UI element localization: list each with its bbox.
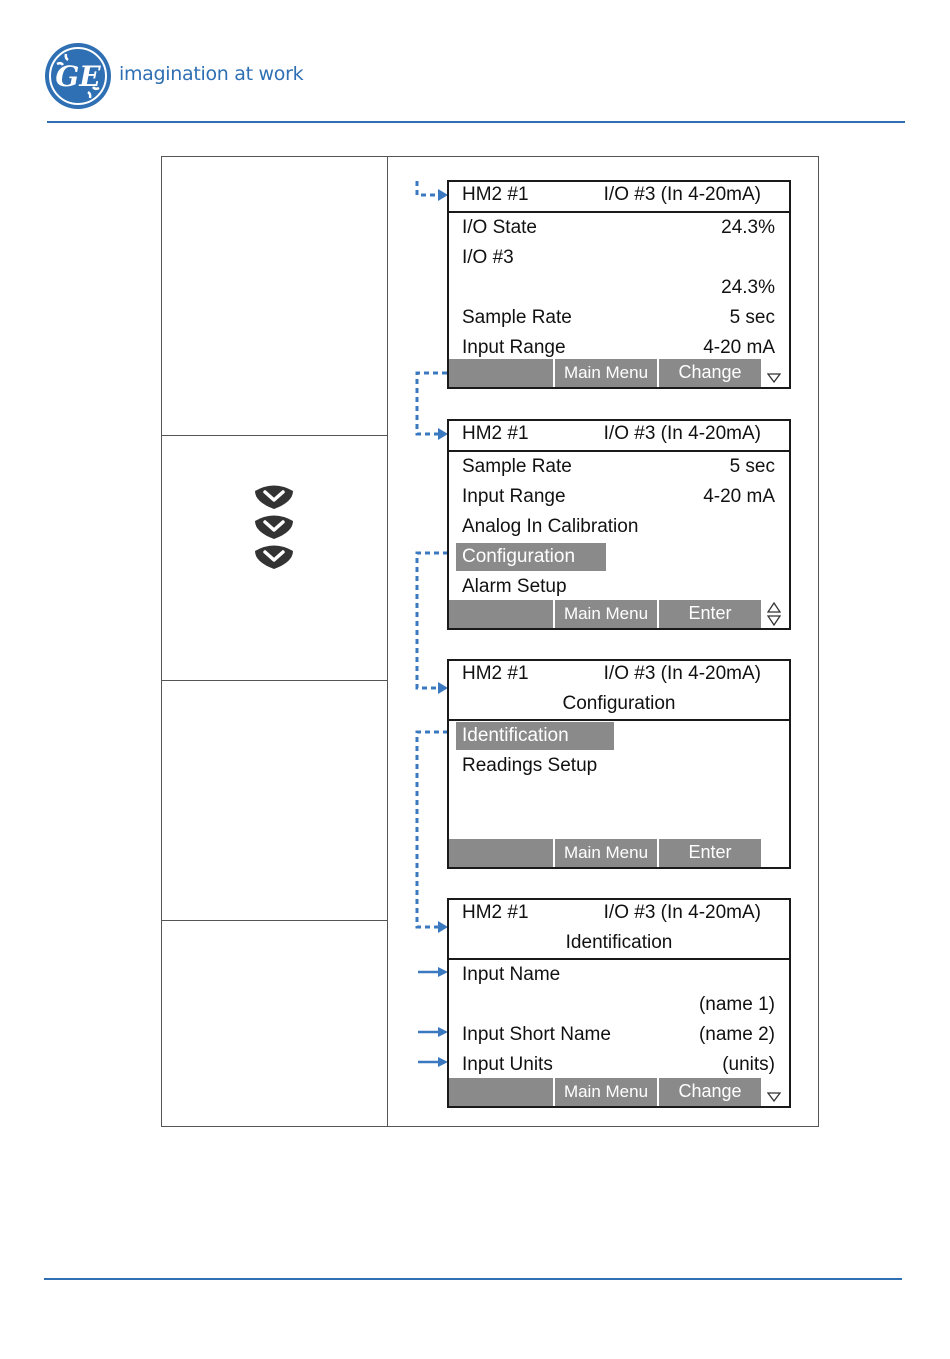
screen-header (449, 421, 789, 452)
menu-row: Input Name (462, 964, 561, 985)
screen-title-left: HM2 #1 (462, 184, 529, 205)
screen-title-right: I/O #3 (In 4-20mA) (603, 902, 761, 923)
menu-row: Input Range 4-20 mA (462, 486, 775, 507)
softkey-bar (449, 839, 789, 867)
menu-row[interactable] (449, 751, 789, 781)
screen-header (449, 182, 789, 213)
softkey-enter[interactable]: Enter (659, 600, 761, 628)
scroll-up-down-icon (767, 602, 781, 626)
lcd-screen-io-state (447, 180, 791, 389)
tagline: imagination at work (119, 63, 304, 85)
softkey-change[interactable]: Change (659, 359, 761, 387)
screen-title-left: HM2 #1 (462, 423, 529, 444)
softkey-main-menu[interactable]: Main Menu (555, 1078, 657, 1106)
menu-row: Sample Rate 5 sec (462, 456, 775, 477)
procedure-table (161, 156, 819, 1127)
menu-row: I/O State 24.3% (462, 217, 775, 238)
menu-row: 24.3% (721, 277, 775, 298)
lcd-screen-configuration (447, 659, 791, 869)
lcd-screen-io-menu (447, 419, 791, 630)
menu-row: Alarm Setup (462, 576, 567, 597)
menu-item-identification[interactable]: Identification (456, 722, 614, 750)
menu-row: Sample Rate 5 sec (462, 307, 775, 328)
softkey-main-menu[interactable]: Main Menu (555, 600, 657, 628)
menu-row: Input Short Name (name 2) (462, 1024, 775, 1045)
menu-item-configuration[interactable]: Configuration (456, 543, 606, 571)
scroll-down-icon (767, 373, 781, 383)
menu-item-readings-setup[interactable]: Readings Setup (462, 755, 598, 776)
ge-logo (44, 42, 112, 110)
softkey-bar (449, 600, 789, 628)
softkey-main-menu[interactable]: Main Menu (555, 359, 657, 387)
softkey-enter[interactable]: Enter (659, 839, 761, 867)
header-rule (47, 121, 905, 123)
screen-header (449, 661, 789, 721)
menu-row: Analog In Calibration (462, 516, 639, 537)
screen-title-right: I/O #3 (In 4-20mA) (603, 184, 761, 205)
menu-row-selected[interactable] (449, 721, 789, 751)
screen-header (449, 900, 789, 960)
softkey-1[interactable] (449, 600, 553, 628)
softkey-1[interactable] (449, 359, 553, 387)
screen-title-left: HM2 #1 (462, 663, 529, 684)
menu-row: Input Range 4-20 mA (462, 337, 775, 358)
menu-row: (name 1) (698, 994, 775, 1015)
softkey-1[interactable] (449, 839, 553, 867)
softkey-bar (449, 359, 789, 387)
lcd-screen-identification (447, 898, 791, 1108)
scroll-down-icon (767, 1092, 781, 1102)
menu-row: I/O #3 (462, 247, 514, 268)
footer-rule (44, 1278, 902, 1280)
softkey-1[interactable] (449, 1078, 553, 1106)
menu-row-selected[interactable] (449, 542, 789, 572)
softkey-main-menu[interactable]: Main Menu (555, 839, 657, 867)
screen-title-left: HM2 #1 (462, 902, 529, 923)
softkey-change[interactable]: Change (659, 1078, 761, 1106)
screen-title-right: I/O #3 (In 4-20mA) (603, 663, 761, 684)
screen-subtitle: Identification (565, 932, 673, 953)
screen-title-right: I/O #3 (In 4-20mA) (603, 423, 761, 444)
softkey-bar (449, 1078, 789, 1106)
svg-text:GE: GE (55, 60, 101, 93)
menu-row: Input Units (units) (462, 1054, 775, 1075)
screen-subtitle: Configuration (562, 693, 676, 714)
